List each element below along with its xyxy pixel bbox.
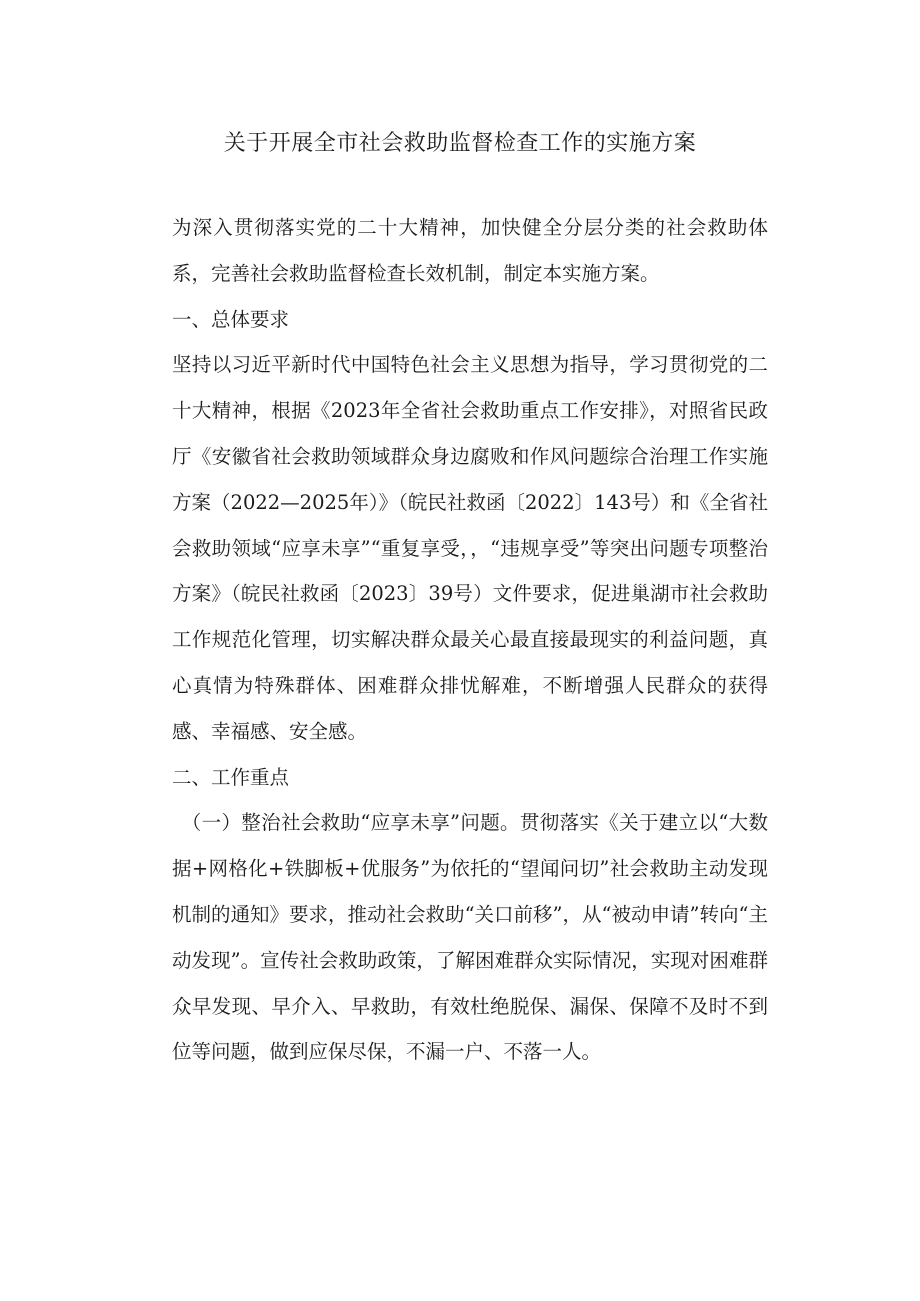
intro-paragraph: 为深入贯彻落实党的二十大精神，加快健全分层分类的社会救助体系，完善社会救助监督检查长效机制，制定本实施方案。 xyxy=(172,216,768,285)
document-title: 关于开展全市社会救助监督检查工作的实施方案 xyxy=(223,131,697,156)
section-paragraph-work-focus-1: （一）整治社会救助“应享未享”问题。贯彻落实《关于建立以“大数据+网格化+铁脚板+优服务”为依托的“望闻问切”社会救助主动发现机制的通知》要求，推动社会救助“关口前移”，从“被动申请”转向“主动发现”。宣传社会救助政策，了解困难群众实际情况，实现对困难群众早发现、早介入、早救助，有效杜绝脱保、漏保、保障不及时不到位等问题，做到应保尽保，不漏一户、不落一人。 xyxy=(172,811,768,1064)
section-paragraph-general-requirements: 坚持以习近平新时代中国特色社会主义思想为指导，学习贯彻党的二十大精神，根据《2023年全省社会救助重点工作安排》，对照省民政厅《安徽省社会救助领域群众身边腐败和作风问题综合治理工作实施方案（2022—2025年）》（皖民社救函〔2022〕143号）和《全省社会救助领域“应享未享”“重复享受，，“违规享受”等突出问题专项整治方案》（皖民社救函〔2023〕39号）文件要求，促进巢湖市社会救助工作规范化管理，切实解决群众最关心最直接最现实的利益问题，真心真情为特殊群体、困难群众排忧解难，不断增强人民群众的获得感、幸福感、安全感。 xyxy=(172,353,768,743)
section-heading-work-focus: 二、工作重点 xyxy=(172,765,290,789)
section-heading-general-requirements: 一、总体要求 xyxy=(172,307,290,331)
document-body xyxy=(172,205,768,1075)
